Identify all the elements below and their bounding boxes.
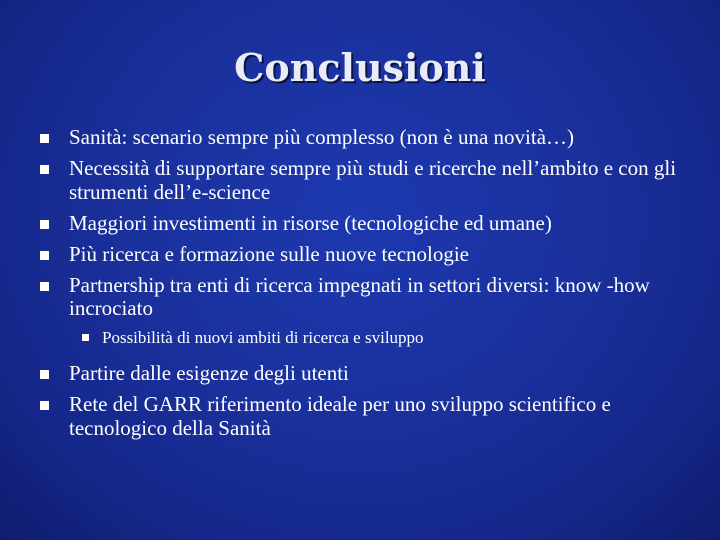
square-bullet-icon xyxy=(40,134,49,143)
slide-title: Conclusioni xyxy=(234,45,486,90)
bullet-text: Maggiori investimenti in risorse (tecnologiche ed umane) xyxy=(69,210,552,235)
bullet-item xyxy=(40,274,700,321)
bullet-text: Partnership tra enti di ricerca impegnati in settori diversi: know -how incrociato xyxy=(69,272,650,320)
square-bullet-icon xyxy=(40,251,49,260)
square-bullet-icon xyxy=(40,401,49,410)
sub-bullet-text: Possibilità di nuovi ambiti di ricerca e sviluppo xyxy=(102,328,424,347)
square-bullet-icon xyxy=(40,282,49,291)
bullet-text: Rete del GARR riferimento ideale per uno sviluppo scientifico e tecnologico della Sanità xyxy=(69,392,611,440)
bullet-item xyxy=(40,362,700,386)
bullet-text: Partire dalle esigenze degli utenti xyxy=(69,361,349,385)
square-bullet-icon xyxy=(40,165,49,174)
bullet-text: Più ricerca e formazione sulle nuove tecnologie xyxy=(69,241,470,266)
sub-bullet-item xyxy=(40,328,700,348)
bullet-item xyxy=(40,126,700,150)
bullet-text: Sanità: scenario sempre più complesso (non è una novità…) xyxy=(69,125,575,149)
bullet-item xyxy=(40,243,700,267)
bullet-item xyxy=(40,393,700,440)
square-bullet-icon xyxy=(40,220,49,229)
square-bullet-icon xyxy=(82,334,89,341)
bullet-list xyxy=(40,126,700,448)
bullet-item xyxy=(40,157,700,204)
bullet-text: Necessità di supportare sempre più studi e ricerche nell’ambito e con gli strumenti dell’e-science xyxy=(69,156,677,204)
square-bullet-icon xyxy=(40,370,49,379)
bullet-item xyxy=(40,212,700,236)
